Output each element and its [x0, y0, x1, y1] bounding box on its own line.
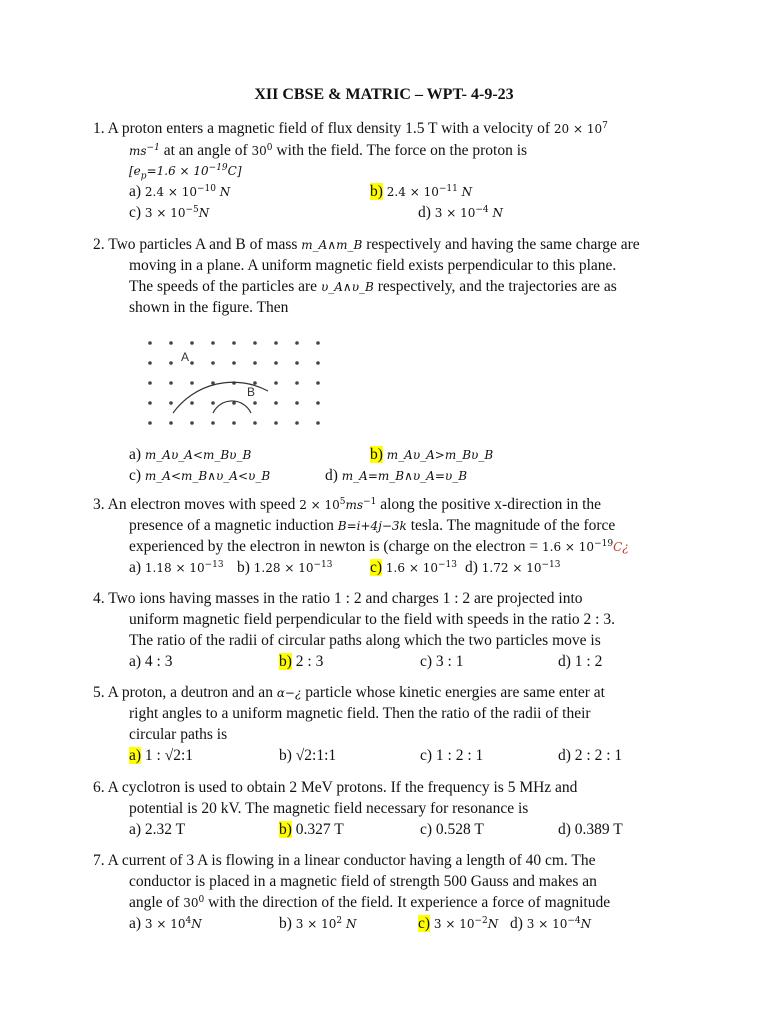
field-dot [316, 401, 320, 405]
trajectory-figure [133, 333, 327, 433]
field-dot [274, 401, 278, 405]
q4-line-3: The ratio of the radii of circular paths along which the two particles move is [129, 632, 601, 649]
field-dot [211, 401, 215, 405]
q7-line-1: 7. A current of 3 A is flowing in a linear conductor having a length of 40 cm. The [93, 852, 596, 869]
field-dot [148, 421, 152, 425]
field-dot [211, 361, 215, 365]
q4-option-b[interactable]: b) 2 : 3 [279, 653, 324, 670]
q6-option-d[interactable]: d) 0.389 T [558, 821, 623, 838]
field-dot [274, 341, 278, 345]
q5-line-3: circular paths is [129, 726, 228, 743]
field-dot [148, 381, 152, 385]
q5-line-1: 5. A proton, a deutron and an α−¿ particle whose kinetic energies are same enter at [93, 684, 605, 701]
field-dot [232, 341, 236, 345]
q1-line-3: $[e_p=1.6 \times 10^{-19}C]$ [129, 163, 242, 182]
q1-option-b[interactable]: b) $2.4 \times 10^{-11}$ N [370, 183, 473, 200]
field-dot [316, 421, 320, 425]
q7-option-b[interactable]: b) $3 \times 10^2$ N [279, 915, 357, 932]
answer-highlight: b) [370, 446, 383, 463]
answer-highlight: a) [129, 747, 142, 764]
field-dot [169, 361, 173, 365]
field-dot [253, 361, 257, 365]
q3-line-3: experienced by the electron in newton is (charge on the electron = $1.6 \times 10^{-19}C¿$ [129, 538, 629, 555]
field-dot [148, 361, 152, 365]
field-dot [316, 361, 320, 365]
field-dot [295, 421, 299, 425]
q1-option-a[interactable]: a) $2.4 \times 10^{-10}$ N [129, 183, 231, 200]
q1-option-c[interactable]: c) $3 \times 10^{-5}N$ [129, 204, 210, 221]
q4-line-2: uniform magnetic field perpendicular to the field with speeds in the ratio 2 : 3. [129, 611, 615, 628]
field-dot [190, 381, 194, 385]
q7-line-3: angle of $30^0$ with the direction of the field. It experience a force of magnitude [129, 894, 611, 911]
field-dot [274, 381, 278, 385]
q7-line-2: conductor is placed in a magnetic field of strength 500 Gauss and makes an [129, 873, 597, 890]
field-dot [295, 401, 299, 405]
answer-highlight: c) [418, 915, 431, 932]
q5-option-c[interactable]: c) 1 : 2 : 1 [420, 747, 484, 764]
q4-option-c[interactable]: c) 3 : 1 [420, 653, 464, 670]
answer-highlight: b) [279, 653, 292, 670]
field-dot [190, 361, 194, 365]
label-b: B [247, 385, 256, 399]
q6-option-a[interactable]: a) 2.32 T [129, 821, 186, 838]
q2-option-c[interactable]: c) m_A<m_B∧υ_A<υ_B [129, 467, 271, 484]
field-dot [253, 421, 257, 425]
q3-line-2: presence of a magnetic induction B=i+4j−3k tesla. The magnitude of the force [129, 517, 616, 534]
label-a: A [181, 350, 190, 364]
answer-highlight: b) [370, 183, 383, 200]
field-dot [253, 401, 257, 405]
field-dot [274, 421, 278, 425]
field-dot [253, 341, 257, 345]
field-dot [295, 341, 299, 345]
field-dot [169, 341, 173, 345]
field-dot [190, 401, 194, 405]
field-dot [274, 361, 278, 365]
field-dot [169, 401, 173, 405]
answer-highlight: b) [279, 821, 292, 838]
q3-option-c[interactable]: c) $1.6 \times 10^{-13}$ [370, 559, 457, 576]
field-dot [148, 401, 152, 405]
field-dot [169, 381, 173, 385]
q6-line-2: potential is 20 kV. The magnetic field necessary for resonance is [129, 800, 529, 817]
q7-option-c[interactable]: c) $3 \times 10^{-2}N$ [418, 915, 499, 932]
answer-highlight: c) [370, 559, 383, 576]
q6-option-c[interactable]: c) 0.528 T [420, 821, 484, 838]
q7-option-a[interactable]: a) $3 \times 10^4N$ [129, 915, 202, 932]
field-dot [148, 341, 152, 345]
q5-option-d[interactable]: d) 2 : 2 : 1 [558, 747, 623, 764]
q2-option-a[interactable]: a) m_Aυ_A<m_Bυ_B [129, 446, 252, 463]
q3-option-a[interactable]: a) $1.18 \times 10^{-13}$ [129, 559, 224, 576]
field-dot [295, 361, 299, 365]
q3-option-b[interactable]: b) $1.28 \times 10^{-13}$ [237, 559, 333, 576]
q5-line-2: right angles to a uniform magnetic field. Then the ratio of the radii of their [129, 705, 591, 722]
q5-option-b[interactable]: b) √2:1:1 [279, 747, 337, 764]
field-dot [190, 421, 194, 425]
q2-line-2: moving in a plane. A uniform magnetic field exists perpendicular to this plane. [129, 257, 617, 274]
field-dot [211, 341, 215, 345]
q1-line-2: $ms^{-1}$ at an angle of $30^0$ with the field. The force on the proton is [129, 142, 528, 159]
q7-option-d[interactable]: d) $3 \times 10^{-4}N$ [510, 915, 592, 932]
field-dot [295, 381, 299, 385]
q4-line-1: 4. Two ions having masses in the ratio 1 : 2 and charges 1 : 2 are projected into [93, 590, 583, 607]
q4-option-a[interactable]: a) 4 : 3 [129, 653, 173, 670]
q3-line-1: 3. An electron moves with speed $2 \times 10^5ms^{-1}$ along the positive x-direction in the [93, 496, 602, 513]
field-dot [190, 341, 194, 345]
q1-line-1: 1. A proton enters a magnetic field of flux density 1.5 T with a velocity of $20 \times 10^7$ [93, 120, 608, 137]
field-dot [211, 421, 215, 425]
field-dot [316, 341, 320, 345]
field-dot [232, 361, 236, 365]
q2-line-1: 2. Two particles A and B of mass m_A∧m_B respectively and having the same charge are [93, 236, 640, 253]
q1-option-d[interactable]: d) $3 \times 10^{-4}$ N [418, 204, 503, 221]
q4-option-d[interactable]: d) 1 : 2 [558, 653, 603, 670]
q2-line-4: shown in the figure. Then [129, 299, 289, 316]
q5-option-a[interactable]: a) 1 : √2:1 [129, 747, 194, 764]
q2-option-d[interactable]: d) m_A=m_B∧υ_A=υ_B [325, 467, 468, 484]
page-title: XII CBSE & MATRIC – WPT- 4-9-23 [254, 86, 514, 103]
q2-line-3: The speeds of the particles are υ_A∧υ_B respectively, and the trajectories are as [129, 278, 617, 295]
field-dot [169, 421, 173, 425]
q6-option-b[interactable]: b) 0.327 T [279, 821, 344, 838]
field-dot [316, 381, 320, 385]
q2-option-b[interactable]: b) m_Aυ_A>m_Bυ_B [370, 446, 494, 463]
trajectory-b [213, 401, 251, 413]
q6-line-1: 6. A cyclotron is used to obtain 2 MeV protons. If the frequency is 5 MHz and [93, 779, 578, 796]
q3-option-d[interactable]: d) $1.72 \times 10^{-13}$ [465, 559, 561, 576]
field-dot [232, 421, 236, 425]
